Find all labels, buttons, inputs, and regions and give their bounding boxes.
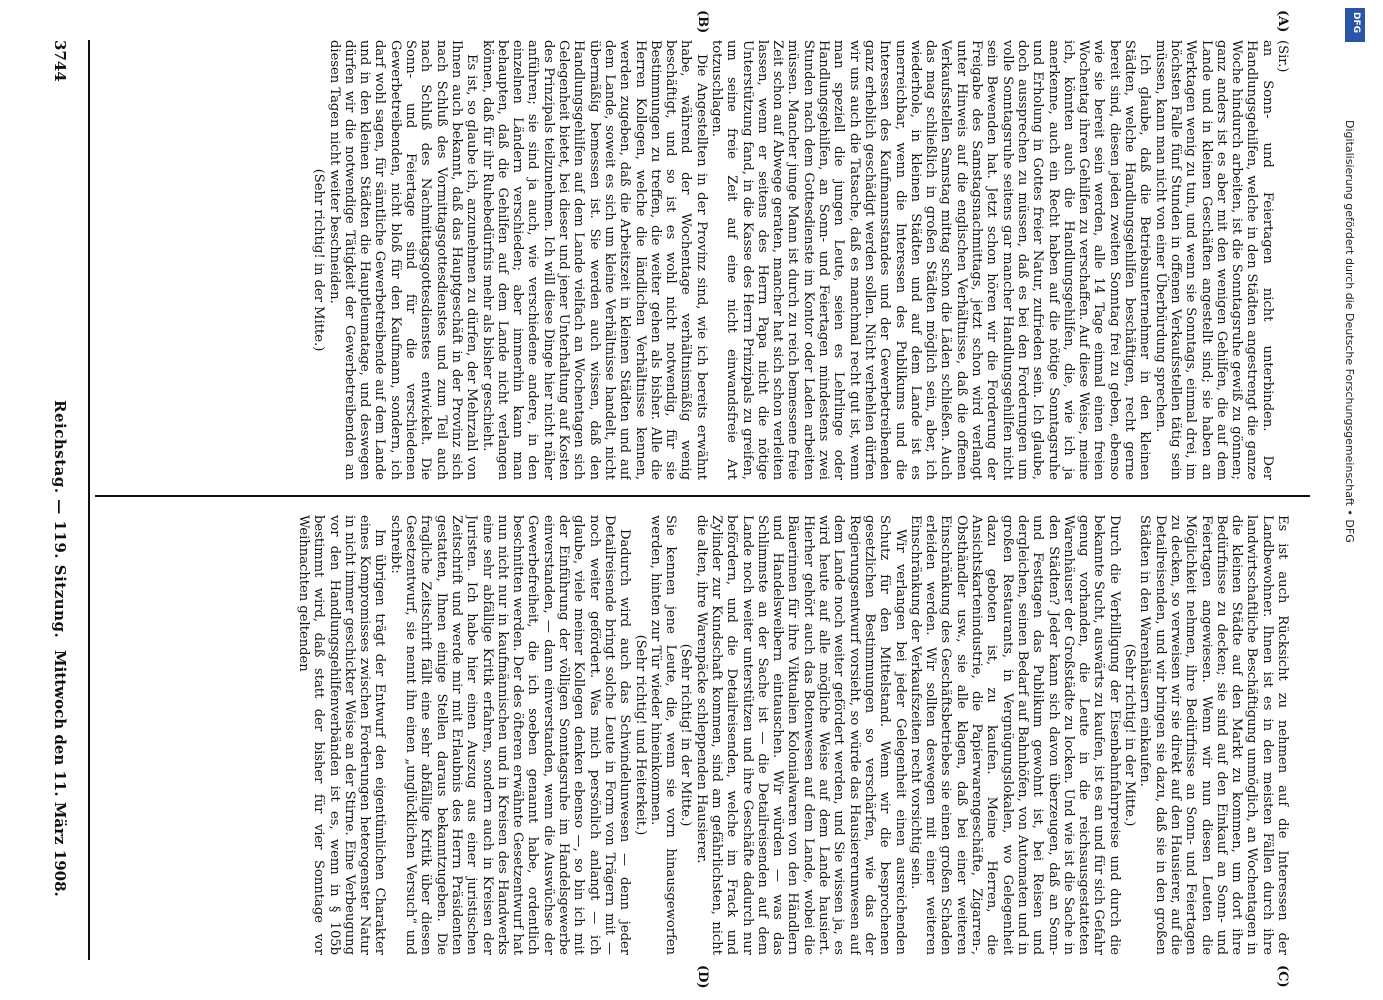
margin-mark-a: (A): [1275, 10, 1290, 33]
right-paragraph: Sie kennen jene Leute, die, wenn sie vorn hinausgeworfen werden, hinten zur Tür wieder hineinkommen.: [647, 515, 679, 955]
right-paragraph: Dadurch wird auch das Schwindelunwesen — denn jeder Detailreisende bringt solche Leute in Form von Trägern mit — noch weiter gefördert. Was mich persönlich anlangt — ich glaube, viele meiner Kollegen denken ebenso —, so bin ich mit der Einführung der völligen Sonntagsruhe im Handelsgewerbe einverstanden, — dann einverstanden, wenn die Auswüchse der Gewerbefreiheit, die ich soeben genannt habe, ordentlich beschnitten werden. Der des öfteren erwähnte Gesetzentwurf hat nun nicht nur in kaufmännischen und in Kreisen des Handwerks eine sehr abfällige Kritik erfahren, sondern auch in Kreisen der Juristen. Ich habe hier einen Auszug aus einer juristischen Zeitschrift und werde mir mit Erlaubnis des Herrn Präsidenten gestatten, Ihnen einige Stellen daraus bekanntzugeben. Die fragliche Zeitschrift fällt eine sehr abfällige Kritik über diesen Gesetzentwurf, sie nennt ihn einen „unglücklichen Versuch“ und schreibt:: [387, 515, 633, 955]
digitization-credit: Digitalisierung gefördert durch die Deutsche Forschungsgemeinschaft • DFG: [1343, 120, 1356, 543]
left-paragraph: Die Angestellten in der Provinz sind, wie ich bereits erwähnt habe, während der Wochentage verhältnismäßig wenig beschäftigt, und so ist es wohl nicht notwendig, für sie Bestimmungen zu treffen, die weiter gehen als bisher. Alle die Herren Kollegen, welche die ländlichen Verhältnisse kennen, werden zugeben, daß die Arbeitszeit in kleinen Städten und auf dem Lande, soweit es sich um kleine Verhältnisse handelt, nicht übermäßig bemessen ist. Sie werden auch wissen, daß den Handlungsgehilfen auf dem Lande vielfach an Wochentagen sich Gelegenheit bietet, bei dieser und jener Unterhaltung auf Kosten des Prinzipals teilzunehmen. Ich will diese Dinge hier nicht näher anführen; sie sind ja auch, wie verschiedene andere, in den einzelnen Ländern verschieden; aber immerhin kann man behaupten, daß die Gehilfen auf dem Lande nicht verlangen können, daß für ihr Ruhebedürfnis mehr als bisher geschieht.: [479, 40, 709, 480]
page-header: [45, 40, 75, 960]
right-paragraph: Im übrigen trägt der Entwurf den eigentümlichen Charakter eines Kompromisses zwischen Forderungen heterogenster Natur in nicht immer geschickter Weise an der Stirne. Eine Verbeugung vor den Handlungsgehilfenverbänden ist es, wenn in § 105b bestimmt wird, daß statt der bisher für vier Sonntage vor Weihnachten geltenden: [296, 515, 388, 955]
right-paragraph: Wir verlangen bei jeder Gelegenheit einen ausreichenden Schutz für den Mittelstand. Wenn wir die besprochenen gesetzlichen Bestimmungen so verschärfen, wie das der Regierungsentwurf vorsieht, so würde das Hausiererunwesen auf dem Lande noch weiter gefördert werden, und Sie wissen ja, es wird heute auf alle mögliche Weise auf dem Lande hausiert. Hierher gehört auch das Botenwesen auf dem Lande, wobei die Bäuerinnen für ihre Viktualien Kolonialwaren von den Händlern und Handelsweibern eintauschen. Wir würden — was das Schlimmste an der Sache ist — die Detailreisenden auf dem Lande noch weiter unterstützen und ihre Geschäfte dadurch nur befördern, und die Detailreisenden, welche im Frack und Zylinder zur Kundschaft kommen, sind am gefährlichsten, nicht die alten, ihre Warenpäcke schleppenden Hausierer.: [693, 515, 908, 955]
left-paragraph: Es ist, so glaube ich, anzunehmen zu dürfen, der Mehrzahl von Ihnen auch bekannt, daß das Hauptgeschäft in der Provinz sich nach Schluß des Vormittagsgottesdienstes und zum Teil auch nach Schluß des Nachmittagsgottesdienstes entwickelt. Die Sonn- und Feiertage sind für die verschiedenen Gewerbetreibenden, nicht bloß für den Kaufmann, sondern, ich darf wohl sagen, für sämtliche Gewerbetreibende auf dem Lande und in den kleinen Städten die Hauptleumatage, und deswegen dürfen wir die notwendige Tätigkeit der Gewerbetreibenden an diesen Tagen nicht weiter beschneiden.: [326, 40, 480, 480]
margin-mark-c: (C): [1275, 965, 1290, 988]
margin-mark-b: (B): [695, 10, 710, 34]
left-paragraph: an Sonn- und Feiertagen nicht unterbinden. Der Handlungsgehilfen, welche in den Städten angestrengt die ganze Woche hindurch arbeiten, ist die Sonntagsruhe gewiß zu gönnen; ganz anders ist es aber mit den wenigen Gehilfen, die auf dem Lande und in kleinen Geschäften angestellt sind; sie haben an Werktagen wenig zu tun, und wenn sie Sonntags, einmal drei, im höchsten Falle fünf Stunden in offenen Verkaufsstellen tätig sein müssen, kann man nicht von einer Überbürdung sprechen.: [1152, 40, 1275, 480]
header-date: Mittwoch den 11. März 1908.: [51, 650, 69, 897]
right-column: [100, 515, 1290, 955]
header-title: Reichstag. — 119. Sitzung.: [51, 400, 69, 639]
page-number: 3744: [51, 40, 69, 82]
left-paragraph: (Sehr richtig! in der Mitte.): [311, 168, 327, 352]
right-paragraph: Es ist auch Rücksicht zu nehmen auf die Interessen der Landbewohner. Ihnen ist es in den meisten Fällen durch ihre landwirtschaftliche Beschäftigung unmöglich, an Wochentagen in die kleinen Städte auf den Markt zu kommen, um dort ihre Bedürfnisse zu decken; sie sind auf den Einkauf an Sonn- und Feiertagen angewiesen. Wenn wir nun diesen Leuten die Möglichkeit nehmen, ihre Bedürfnisse an Sonn- und Feiertagen zu decken, so verweisen wir sie direkt auf den Hausierer, auf die Detailreisenden, und wir bringen sie dazu, daß sie in den großen Städten in den Warenhäusern einkaufen.: [1137, 515, 1290, 955]
right-paragraph: (Sehr richtig! und Heiterkeit.): [632, 634, 648, 836]
right-paragraph: (Sehr richtig! in der Mitte.): [1122, 643, 1138, 827]
header-rule: [88, 40, 90, 960]
left-paragraph: (Sir.): [1275, 40, 1290, 73]
dfg-logo-icon: DFG: [1345, 8, 1365, 42]
left-column: [100, 40, 1290, 480]
right-paragraph: (Sehr richtig! in der Mitte.): [678, 643, 694, 827]
right-paragraph: Durch die Verbilligung der Eisenbahnfahrpreise und durch die bekannte Sucht, auswärts zu kaufen, ist es an und für sich Gefahr genug vorhanden, die Leute in die reichsausgestatteten Warenhäuser der Großstädte zu locken. Und wie ist die Sache in den Städten? Jeder kann sich davon überzeugen, daß an Sonn- und Festtagen das Publikum gewohnt ist, bei Reisen und dergleichen, seinen Bedarf auf Bahnhöfen, von Automaten und in großen Restaurants, in Vergnügungslokalen, wo Gelegenheit dazu geboten ist, zu kaufen. Meine Herren, die Ansichtskartenindustrie, die Papierwarengeschäfte, Zigarren-, Obsthändler usw., sie alle klagen, daß bei einer weiteren Einschränkung des Geschäftsbetriebes sie einen großen Schaden erleiden werden. Wir sollten deswegen mit einer weiteren Einschränkung der Verkaufszeiten recht vorsichtig sein.: [907, 515, 1122, 955]
left-paragraph: Ich glaube, daß die Betriebsunternehmer in den kleinen Städten, welche Handlungsgehilfen beschäftigen, recht gerne bereit sind, diesen jeden zweiten Sonntag frei zu geben, ebenso wie sie bereit sein werden, alle 14 Tage einmal einen freien Wochentag ihren Gehilfen zu verschaffen. Auf diese Weise, meine ich, könnten auch die Handlungsgehilfen, die, wie ich ja anerkenne, auch ein Recht haben auf die nötige Sonntagsruhe und Erholung in Gottes freier Natur, zufrieden sein. Ich glaube, doch aussprechen zu müssen, daß es bei den Forderungen um volle Sonntagsruhe seitens gar mancher Handlungsgehilfen nicht sein Bewenden hat. Jetzt schon hören wir die Forderung der Freigabe des Samstagsnachmittags, jetzt schon wird verlangt unter Hinweis auf die englischen Verhältnisse, daß die offenen Verkaufsstellen Samstag mittag schon die Läden schließen. Auch das mag schließlich in großen Städten möglich sein, aber, ich wiederhole, in kleinen Städten und auf dem Lande ist es unerreichbar, wenn die Interessen des Publikums und die Interessen des Kaufmannsstandes und der Gewerbetreibenden ganz erheblich geschädigt werden sollen. Nicht verhehlen dürfen wir uns auch die Tatsache, daß es manchmal recht gut ist, wenn man speziell die jungen Leute, seien es Lehrlinge oder Handlungsgehilfen, an Sonn- und Feiertagen mindestens zwei Stunden nach dem Gottesdienste im Kontor oder Laden arbeiten müssen. Mancher junge Mann ist durch zu reich bemessene freie Zeit schon auf Abwege geraten, mancher hat sich schon verleiten lassen, wenn er seitens des Herrn Papa nicht die nötige Unterstützung fand, in die Kasse des Herrn Prinzipals zu greifen, um seine freie Zeit auf eine nicht einwandsfreie Art totzuschlagen.: [709, 40, 1153, 480]
column-divider: [95, 495, 1310, 497]
margin-mark-d: (D): [695, 965, 710, 989]
